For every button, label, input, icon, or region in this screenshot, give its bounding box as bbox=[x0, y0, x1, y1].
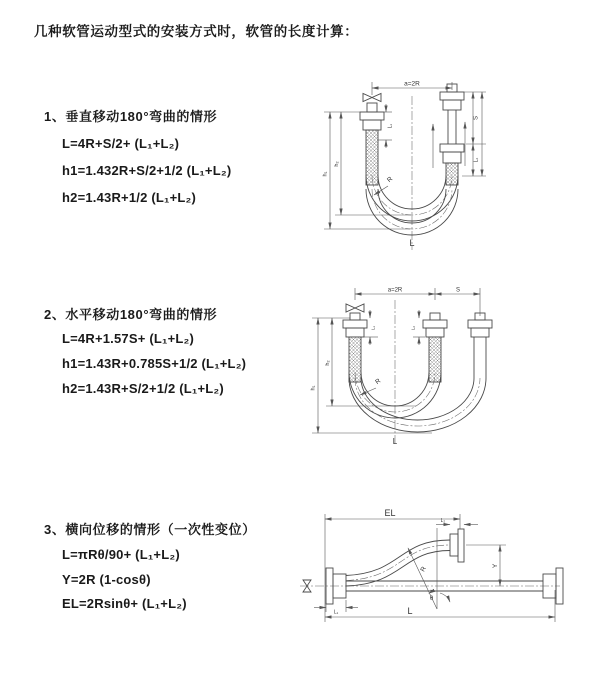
section-2-heading: 2、水平移动180°弯曲的情形 bbox=[44, 307, 218, 322]
movement-arrows bbox=[433, 122, 465, 168]
formula-line: h2=1.43R+S/2+1/2 (L₁+L₂) bbox=[62, 381, 224, 396]
formula-line: Y=2R (1-cosθ) bbox=[62, 572, 151, 587]
dim-h2 bbox=[325, 318, 416, 406]
label-l-total: L bbox=[407, 606, 413, 616]
label-l2: L₂ bbox=[440, 518, 446, 524]
left-pipe-fitting bbox=[360, 103, 384, 185]
right-pipe-fitting bbox=[440, 84, 464, 185]
middle-pipe-fitting bbox=[423, 313, 447, 382]
label-a2r: a=2R bbox=[404, 80, 420, 88]
label-a2r: a=2R bbox=[387, 287, 403, 294]
radius-callout bbox=[360, 377, 382, 395]
right-pipe-fitting bbox=[468, 313, 492, 378]
diagram-horizontal-180-bend bbox=[310, 283, 502, 457]
formula-line: h2=1.43R+1/2 (L₁+L₂) bbox=[62, 190, 197, 205]
dim-y bbox=[466, 545, 506, 586]
valve-icon bbox=[346, 304, 364, 312]
label-y: Y bbox=[492, 563, 499, 569]
label-h1: h₁ bbox=[322, 171, 329, 177]
section-3-heading: 3、横向位移的情形（一次性变位） bbox=[44, 522, 256, 537]
label-r: R bbox=[385, 175, 395, 185]
diagram-vertical-180-bend bbox=[310, 68, 494, 255]
label-s: S bbox=[473, 115, 480, 121]
dim-h1 bbox=[311, 318, 433, 433]
dim-l1 bbox=[314, 600, 358, 616]
label-h2: h₂ bbox=[325, 360, 331, 366]
formula-line: L=4R+1.57S+ (L₁+L₂) bbox=[62, 331, 195, 346]
dim-s-l2 bbox=[460, 92, 486, 176]
dim-l1 bbox=[378, 104, 394, 148]
braided-hose-leg bbox=[446, 163, 458, 185]
label-l-total: L bbox=[409, 238, 415, 248]
top-right-flange bbox=[450, 529, 464, 562]
formula-line: L=4R+S/2+ (L₁+L₂) bbox=[62, 136, 180, 151]
section-1-heading: 1、垂直移动180°弯曲的情形 bbox=[44, 109, 218, 124]
label-theta: θ bbox=[429, 596, 434, 602]
left-pipe-fitting bbox=[343, 313, 367, 382]
diagram-lateral-displacement bbox=[296, 503, 574, 630]
dim-l bbox=[325, 590, 555, 622]
label-l2: L₂ bbox=[410, 325, 416, 331]
label-h2: h₂ bbox=[334, 161, 340, 167]
dim-l1 bbox=[364, 310, 378, 345]
label-r: R bbox=[374, 377, 383, 386]
label-r: R bbox=[419, 565, 428, 574]
label-l1: L₁ bbox=[387, 123, 394, 129]
displaced-hose bbox=[346, 529, 464, 586]
formula-line: h1=1.432R+S/2+1/2 (L₁+L₂) bbox=[62, 163, 232, 178]
label-l-total: L bbox=[392, 437, 398, 446]
label-h1: h₁ bbox=[310, 385, 317, 391]
label-l1: L₁ bbox=[333, 609, 339, 616]
formula-line: L=πRθ/90+ (L₁+L₂) bbox=[62, 547, 180, 562]
formula-line: EL=2Rsinθ+ (L₁+L₂) bbox=[62, 596, 187, 611]
page-title: 几种软管运动型式的安装方式时，软管的长度计算： bbox=[34, 24, 359, 39]
label-l1: L₁ bbox=[370, 325, 376, 331]
label-l2: L₂ bbox=[473, 157, 480, 163]
label-s: S bbox=[455, 287, 461, 294]
dim-el bbox=[325, 508, 460, 622]
dim-a2r-s bbox=[355, 288, 480, 317]
label-el: EL bbox=[384, 508, 396, 518]
formula-line: h1=1.43R+0.785S+1/2 (L₁+L₂) bbox=[62, 356, 247, 371]
